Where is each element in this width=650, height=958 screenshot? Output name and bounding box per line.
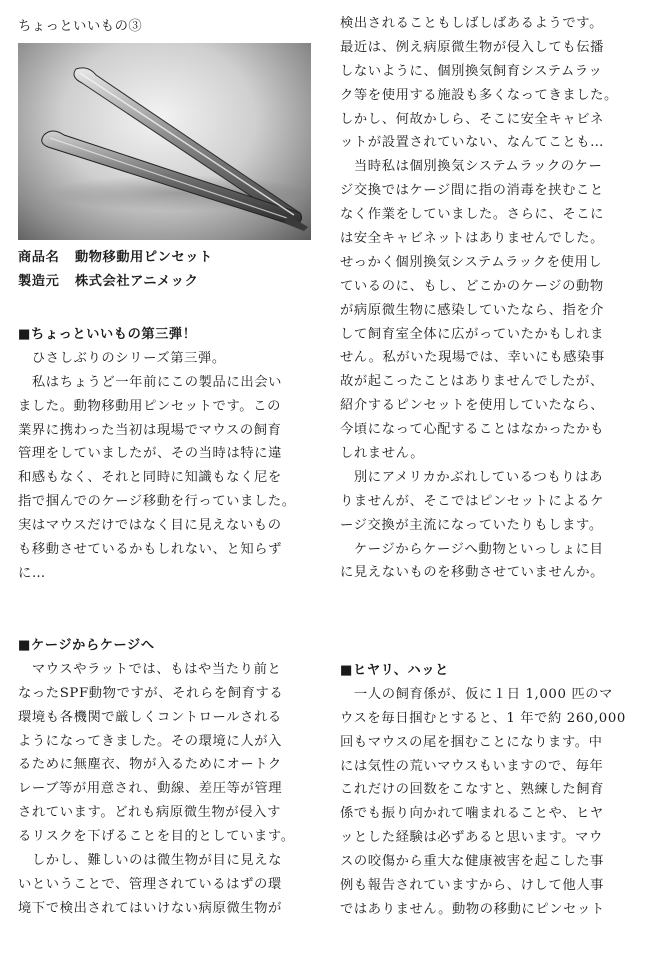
text-line: これだけの回数をこなすと、熟練した飼育 <box>340 782 605 798</box>
section-heading: ■ちょっといいもの第三弾！ <box>18 327 197 342</box>
text-line: 別にアメリカかぶれしているつもりはあ <box>340 469 603 485</box>
text-line: ージ交換が主流になっていたりもします。 <box>340 517 603 533</box>
text-line: 最近は、例え病原微生物が侵入しても伝播 <box>340 39 605 55</box>
text-line: 環境も各機関で厳しくコントロールされる <box>18 709 282 725</box>
text-line: 実はマウスだけではなく目に見えないもの <box>18 518 282 534</box>
text-line: 故が起こったことはありませんでしたが、 <box>340 374 604 390</box>
text-line: は安全キャビネットはありませんでした。 <box>340 231 605 247</box>
right-column <box>340 0 638 958</box>
text-line: 係でも振り向かれて噛まれることや、ヒヤ <box>340 806 604 822</box>
text-line: 指で掴んでのケージ移動を行っていました。 <box>18 494 296 510</box>
text-line: ク等を使用する施設も多くなってきました。 <box>340 87 618 103</box>
text-line: しかし、何故かしら、そこに安全キャビネ <box>340 111 605 127</box>
text-line: には気性の荒いマウスもいますので、毎年 <box>340 758 604 774</box>
tweezers-photo <box>18 43 311 240</box>
product-info <box>18 246 318 294</box>
text-line: なったSPF動物ですが、それらを飼育する <box>18 685 284 701</box>
section-heading: ■ケージからケージへ <box>18 638 155 653</box>
text-line: して飼育室全体に広がっていたかもしれま <box>340 326 605 342</box>
text-line: 私はちょうど一年前にこの製品に出会い <box>18 374 283 390</box>
text-line: レーブ等が用意され、動線、差圧等が管理 <box>18 781 283 797</box>
product-name-label: 商品名 <box>18 250 60 265</box>
text-line: ッとした経験は必ずあると思います。マウ <box>340 830 603 846</box>
text-line: ケージからケージへ動物といっしょに目 <box>340 541 604 557</box>
text-line: ウスを毎日掴むとすると、1 年で約 260,000 <box>340 710 626 726</box>
text-line: りませんが、そこではピンセットによるケ <box>340 493 605 509</box>
text-line: るために無塵衣、物が入るためにオートク <box>18 757 282 773</box>
text-line: スの咬傷から重大な健康被害を起こした事 <box>340 854 605 870</box>
tweezers-image <box>18 43 311 240</box>
text-line: 一人の飼育係が、仮に１日 1,000 匹のマ <box>340 686 614 702</box>
text-line: 回もマウスの尾を掴むことになります。中 <box>340 734 603 750</box>
section-hiyari <box>340 659 638 922</box>
section-heading: ■ヒヤリ、ハッと <box>340 663 449 678</box>
text-line: しないように、個別換気飼育システムラッ <box>340 63 603 79</box>
text-line: が病原微生物に感染していたなら、指を介 <box>340 302 605 318</box>
text-line: しれません。 <box>340 446 425 462</box>
text-line: いということで、管理されているはずの環 <box>18 876 282 892</box>
text-line: せん。私がいた現場では、幸いにも感染事 <box>340 350 605 366</box>
text-line: されています。どれも病原微生物が侵入す <box>18 805 281 821</box>
text-line: に… <box>18 565 46 581</box>
text-line: なく作業をしていました。さらに、そこに <box>340 207 605 223</box>
left-column <box>18 0 318 958</box>
text-line: ではありません。動物の移動にピンセット <box>340 901 605 917</box>
product-name: 動物移動用ピンセット <box>74 250 213 265</box>
maker-row <box>18 270 318 294</box>
section-intro <box>18 323 318 586</box>
text-line: せっかく個別換気システムラックを使用し <box>340 254 603 270</box>
text-line: 当時私は個別換気システムラックのケー <box>340 159 603 175</box>
product-name-row <box>18 246 318 270</box>
text-line: ようになってきました。その環境に人が入 <box>18 733 283 749</box>
series-title: ちょっといいもの③ <box>18 19 143 34</box>
text-line: に見えないものを移動させていませんか。 <box>340 565 605 581</box>
text-line: も移動させているかもしれない、と知らず <box>18 542 283 558</box>
text-line: 境下で検出されてはいけない病原微生物が <box>18 900 283 916</box>
text-line: ジ交換ではケージ間に指の消毒を挟むこと <box>340 183 604 199</box>
text-line: マウスやラットでは、もはや当たり前と <box>18 661 282 677</box>
text-line: ットが設置されていない、なんてことも… <box>340 135 605 151</box>
text-line: しかし、難しいのは微生物が目に見えな <box>18 853 283 869</box>
text-line: 検出されることもしばしばあるようです。 <box>340 16 603 31</box>
section-cage <box>18 634 318 921</box>
text-line: ているのに、もし、どこかのケージの動物 <box>340 278 604 294</box>
text-line: 例も報告されていますから、けして他人事 <box>340 878 605 894</box>
text-line: 和感もなく、それと同時に知識もなく尼を <box>18 470 282 486</box>
section-continued <box>340 12 638 585</box>
maker-label: 製造元 <box>18 273 60 289</box>
text-line: ました。動物移動用ピンセットです。この <box>18 398 281 414</box>
text-line: 紹介するピンセットを使用していたなら、 <box>340 398 605 414</box>
text-line: るリスクを下げることを目的としています。 <box>18 829 295 845</box>
maker-name: 株式会社アニメック <box>74 273 199 289</box>
text-line: 業界に携わった当初は現場でマウスの飼育 <box>18 422 282 438</box>
text-line: 今頃になって心配することはなかったかも <box>340 422 605 438</box>
text-line: 管理をしていましたが、その当時は特に違 <box>18 446 283 462</box>
text-line: ひさしぶりのシリーズ第三弾。 <box>18 350 226 366</box>
